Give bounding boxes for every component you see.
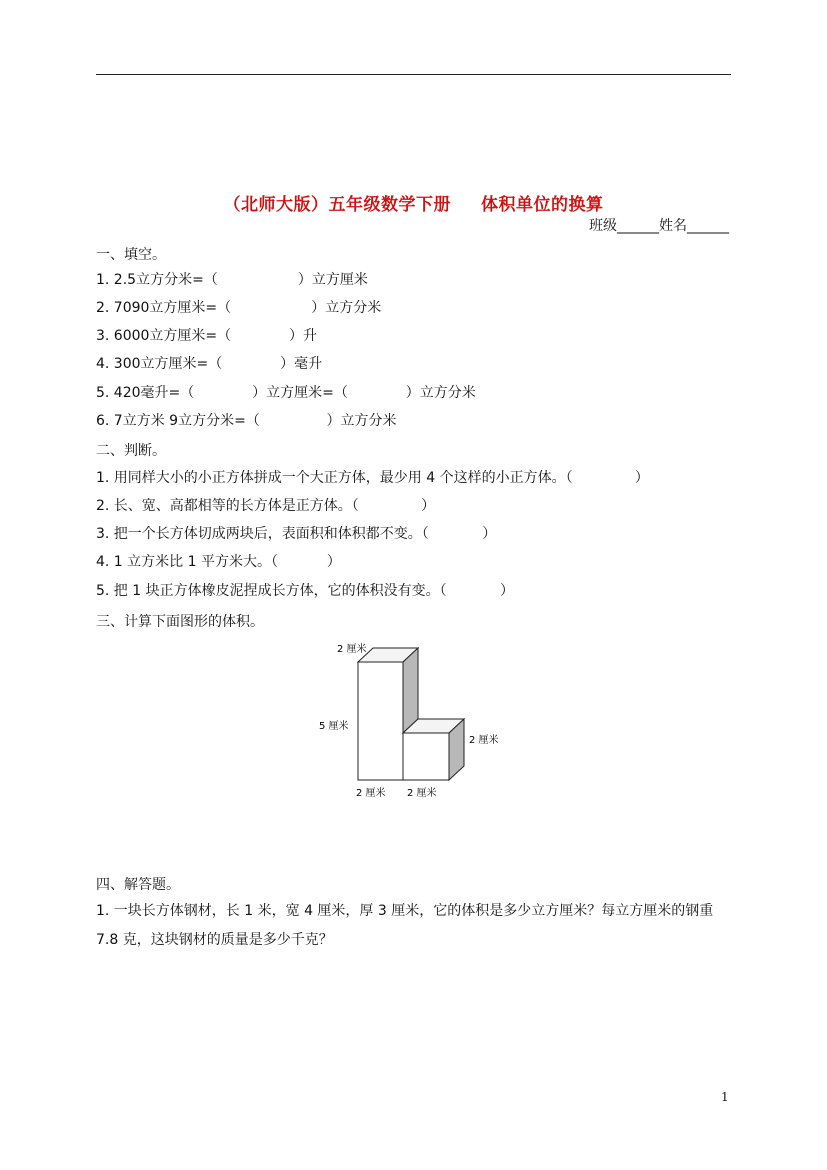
label-left-height: 5 厘米: [319, 721, 349, 732]
judge-item-4: 4. 1 立方米比 1 平方米大。（ ）: [96, 554, 341, 570]
fill-item-4: 4. 300立方厘米=（ ）毫升: [96, 356, 323, 372]
label-right-height: 2 厘米: [469, 735, 499, 746]
tall-box-side-face: [403, 648, 418, 733]
label-bottom-right: 2 厘米: [407, 788, 437, 799]
l-shaped-solid-figure: [310, 636, 510, 806]
word-problem-1-line-2: 7.8 克，这块钢材的质量是多少千克？: [96, 932, 333, 948]
section-heading-word-problems: 四、解答题。: [96, 877, 180, 893]
fill-item-2: 2. 7090立方厘米=（ ）立方分米: [96, 300, 382, 316]
judge-item-5: 5. 把 1 块正方体橡皮泥捏成长方体，它的体积没有变。（ ）: [96, 583, 515, 599]
judge-item-3: 3. 把一个长方体切成两块后，表面积和体积都不变。（ ）: [96, 526, 497, 542]
section-heading-fill: 一、填空。: [96, 247, 166, 263]
label-bottom-left: 2 厘米: [356, 788, 386, 799]
title-grade: （北师大版）五年级数学下册: [223, 195, 451, 215]
class-name-field: 班级______姓名______: [589, 218, 729, 234]
page-number: 1: [721, 1090, 729, 1104]
tall-box-front-face: [358, 662, 403, 780]
label-top-width: 2 厘米: [337, 644, 367, 655]
header-rule: [96, 74, 731, 75]
judge-item-2: 2. 长、宽、高都相等的长方体是正方体。（ ）: [96, 498, 436, 514]
title-topic: 体积单位的换算: [481, 195, 604, 215]
worksheet-title: [0, 190, 827, 215]
section-heading-volume: 三、计算下面图形的体积。: [96, 614, 264, 630]
fill-item-5: 5. 420毫升=（ ）立方厘米=（ ）立方分米: [96, 385, 476, 401]
fill-item-1: 1. 2.5立方分米=（ ）立方厘米: [96, 272, 368, 288]
short-box-front-face: [403, 733, 449, 780]
word-problem-1-line-1: 1. 一块长方体钢材，长 1 米，宽 4 厘米，厚 3 厘米，它的体积是多少立方厘米？每立方厘米的钢重: [96, 903, 714, 919]
judge-item-1: 1. 用同样大小的小正方体拼成一个大正方体，最少用 4 个这样的小正方体。（ ）: [96, 470, 649, 486]
fill-item-3: 3. 6000立方厘米=（ ）升: [96, 328, 318, 344]
section-heading-judge: 二、判断。: [96, 443, 166, 459]
fill-item-6: 6. 7立方米 9立方分米=（ ）立方分米: [96, 413, 397, 429]
